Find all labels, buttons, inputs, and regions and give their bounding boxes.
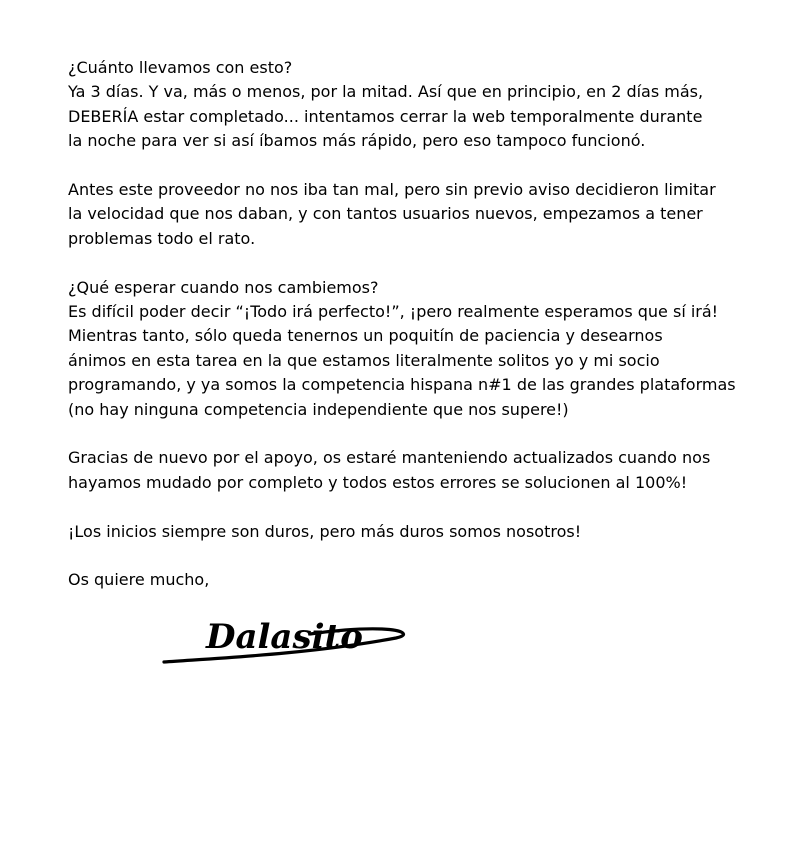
signature-text: Dalasito bbox=[206, 617, 363, 657]
paragraph-thanks bbox=[68, 446, 768, 495]
text-line: DEBERÍA estar completado... intentamos cerrar la web temporalmente durante bbox=[68, 106, 703, 126]
text-line: Mientras tanto, sólo queda tenernos un poquitín de paciencia y desearnos bbox=[68, 326, 663, 346]
text-line: ¡Los inicios siempre son duros, pero más duros somos nosotros! bbox=[68, 521, 582, 541]
text-line: ánimos en esta tarea en la que estamos literalmente solitos yo y mi socio bbox=[68, 350, 660, 370]
text-line: programando, y ya somos la competencia hispana n#1 de las grandes plataformas bbox=[68, 375, 736, 395]
text-line: ¿Cuánto llevamos con esto? bbox=[68, 58, 293, 77]
text-line: (no hay ninguna competencia independiente que nos supere!) bbox=[68, 399, 569, 419]
text-line: la noche para ver si así íbamos más rápido, pero eso tampoco funcionó. bbox=[68, 131, 646, 151]
text-line: ¿Qué esperar cuando nos cambiemos? bbox=[68, 277, 379, 297]
letter-body bbox=[68, 56, 768, 617]
paragraph-closing bbox=[68, 568, 768, 592]
text-line: Antes este proveedor no nos iba tan mal, pero sin previo aviso decidieron limitar bbox=[68, 180, 716, 200]
signature-drawing bbox=[160, 608, 410, 672]
paragraph-progress bbox=[68, 56, 768, 154]
paragraph-expectations bbox=[68, 276, 768, 422]
text-line: la velocidad que nos daban, y con tantos usuarios nuevos, empezamos a tener bbox=[68, 204, 703, 224]
text-line: Gracias de nuevo por el apoyo, os estaré manteniendo actualizados cuando nos bbox=[68, 448, 711, 468]
signature bbox=[160, 608, 410, 672]
text-line: Ya 3 días. Y va, más o menos, por la mitad. Así que en principio, en 2 días más, bbox=[68, 82, 704, 102]
paragraph-provider bbox=[68, 178, 768, 251]
paragraph-motto bbox=[68, 520, 768, 544]
text-line: problemas todo el rato. bbox=[68, 228, 256, 248]
text-line: Es difícil poder decir “¡Todo irá perfecto!”, ¡pero realmente esperamos que sí irá! bbox=[68, 302, 719, 322]
text-line: hayamos mudado por completo y todos estos errores se solucionen al 100%! bbox=[68, 472, 688, 492]
closing-line: Os quiere mucho, bbox=[68, 570, 210, 590]
